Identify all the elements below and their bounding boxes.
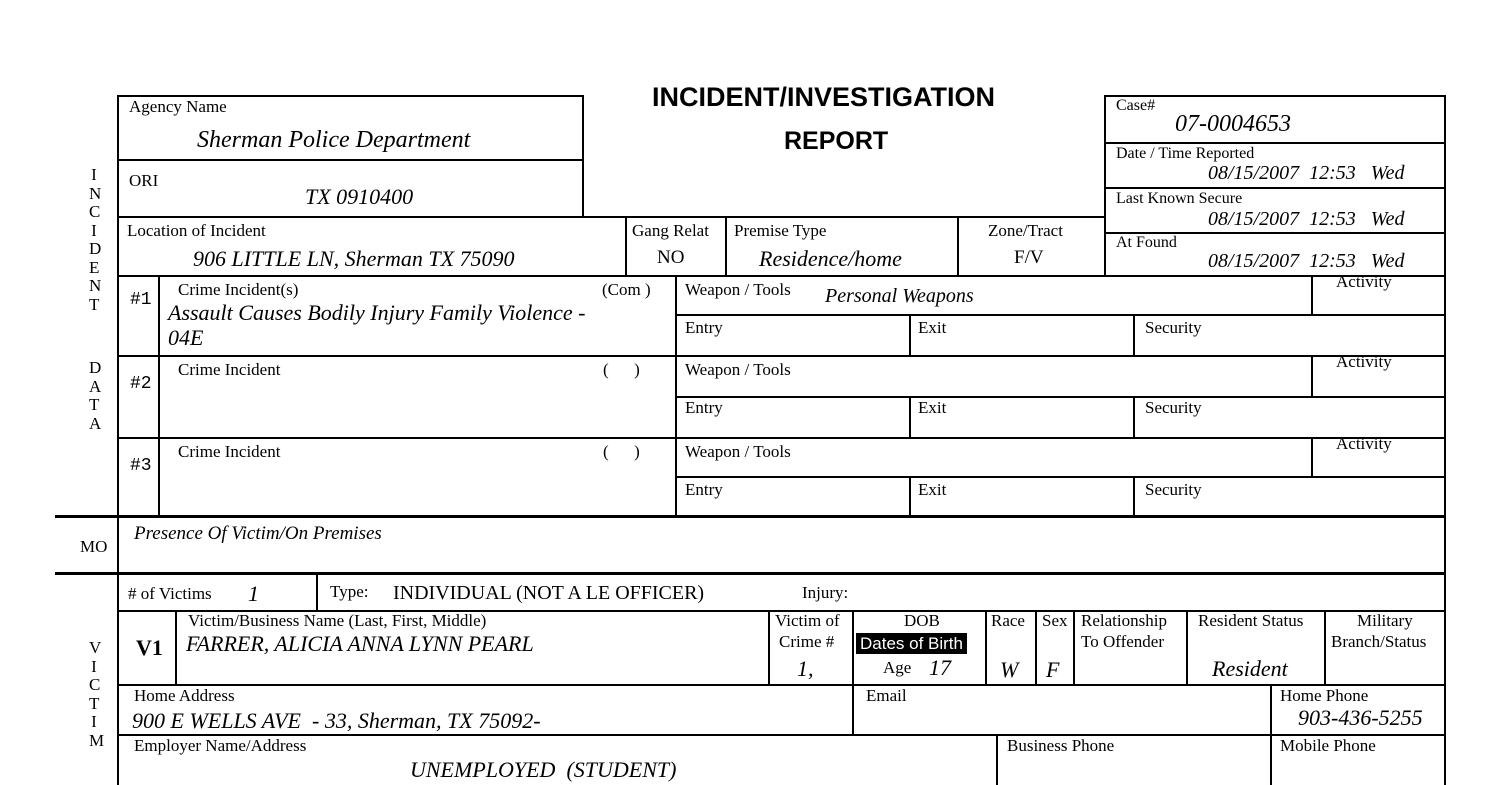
side-label-mo: MO: [80, 537, 108, 556]
rule-line: [957, 216, 959, 275]
activity-label: Activity: [1336, 352, 1392, 371]
rule-line: [768, 610, 770, 684]
age-value: 17: [929, 655, 951, 680]
crime-number: #1: [130, 290, 152, 310]
rule-line: [852, 684, 854, 734]
home-phone-label: Home Phone: [1280, 686, 1369, 705]
crime-category-paren: ( ): [603, 360, 640, 379]
rule-line: [852, 610, 854, 684]
age-label: Age: [883, 658, 912, 677]
crime-incident-value-2: 04E: [168, 325, 204, 350]
agency-name-value: Sherman Police Department: [197, 127, 471, 153]
dob-tooltip: Dates of Birth: [856, 633, 967, 654]
mobile-phone-label: Mobile Phone: [1280, 736, 1376, 755]
exit-label: Exit: [918, 398, 947, 417]
rule-line: [117, 355, 1445, 357]
injury-label: Injury:: [802, 583, 849, 602]
ori-value: TX 0910400: [305, 184, 414, 209]
security-label: Security: [1145, 398, 1202, 417]
rule-line: [1104, 95, 1106, 275]
rule-line: [1311, 437, 1313, 476]
case-number: 07-0004653: [1175, 111, 1291, 137]
victim-of-value: 1,: [797, 656, 814, 681]
rule-line: [175, 610, 177, 684]
sex-label: Sex: [1042, 611, 1068, 630]
rule-line: [117, 275, 1445, 277]
case-label: Case#: [1116, 97, 1156, 114]
rule-line: [117, 95, 119, 785]
weapon-tools-label: Weapon / Tools: [685, 360, 791, 379]
premise-label: Premise Type: [734, 221, 827, 240]
victim-type-value: INDIVIDUAL (NOT A LE OFFICER): [393, 582, 705, 604]
zone-label: Zone/Tract: [988, 221, 1063, 240]
victim-of-label: Victim of: [775, 611, 840, 630]
race-value: W: [1000, 657, 1019, 682]
rule-line: [725, 216, 727, 275]
at-found-value: 08/15/2007 12:53 Wed: [1208, 250, 1405, 272]
rule-line: [117, 734, 1445, 736]
side-label-victim: VICTIM: [89, 638, 105, 750]
rule-line: [625, 216, 627, 275]
rule-line: [1133, 396, 1135, 437]
rule-line: [1186, 610, 1188, 684]
rule-line: [1133, 314, 1135, 355]
rule-line: [1104, 187, 1445, 189]
last-secure-value: 08/15/2007 12:53 Wed: [1208, 208, 1405, 230]
crime-incident-label: Crime Incident: [178, 360, 281, 379]
crime-incident-value: Assault Causes Bodily Injury Family Violence -: [168, 300, 586, 325]
side-label-incident: INCIDENT: [89, 165, 102, 314]
employer-label: Employer Name/Address: [134, 736, 307, 755]
security-label: Security: [1145, 480, 1202, 499]
dob-label: DOB: [904, 611, 940, 630]
rule-line: [1035, 610, 1037, 684]
sex-value: F: [1046, 657, 1060, 682]
at-found-label: At Found: [1116, 234, 1177, 251]
military-label-2: Branch/Status: [1331, 632, 1427, 651]
rule-line: [675, 314, 1445, 316]
home-address-label: Home Address: [134, 686, 235, 705]
rule-line: [1104, 95, 1445, 97]
report-title-line2: REPORT: [784, 127, 889, 155]
crime-incident-label: Crime Incident: [178, 442, 281, 461]
resident-status-value: Resident: [1212, 656, 1288, 681]
rule-line: [117, 159, 582, 161]
victim-name-label: Victim/Business Name (Last, First, Middle): [188, 611, 487, 630]
premise-value: Residence/home: [759, 246, 902, 271]
weapon-tools-label: Weapon / Tools: [685, 442, 791, 461]
victim-name-value: FARRER, ALICIA ANNA LYNN PEARL: [186, 631, 534, 656]
agency-name-label: Agency Name: [129, 97, 227, 116]
last-secure-label: Last Known Secure: [1116, 190, 1243, 207]
home-address-value: 900 E WELLS AVE - 33, Sherman, TX 75092-: [132, 708, 541, 733]
rule-line: [55, 515, 1445, 518]
rule-line: [1324, 610, 1326, 684]
crime-number: #2: [130, 374, 152, 394]
crime-incident-label: Crime Incident(s): [178, 280, 299, 299]
employer-value: UNEMPLOYED (STUDENT): [410, 757, 677, 782]
entry-label: Entry: [685, 318, 723, 337]
rule-line: [117, 684, 1445, 686]
crime-category-paren: (Com ): [602, 280, 651, 299]
rule-line: [55, 572, 1445, 575]
gang-value: NO: [657, 247, 685, 268]
crime-number: #3: [130, 456, 152, 476]
weapon-tools-value: Personal Weapons: [825, 285, 974, 307]
victim-type-label: Type:: [330, 582, 369, 601]
location-label: Location of Incident: [127, 221, 266, 240]
weapon-tools-label: Weapon / Tools: [685, 280, 791, 299]
mo-value: Presence Of Victim/On Premises: [134, 523, 382, 544]
rule-line: [909, 396, 911, 437]
military-label: Military: [1357, 611, 1413, 630]
rule-line: [117, 216, 1104, 218]
report-title: INCIDENT/INVESTIGATION: [652, 82, 996, 112]
rule-line: [1133, 476, 1135, 516]
rule-line: [675, 396, 1445, 398]
home-phone-value: 903-436-5255: [1298, 705, 1423, 730]
resident-status-label: Resident Status: [1198, 611, 1304, 630]
rule-line: [1311, 275, 1313, 314]
rule-line: [117, 437, 1445, 439]
location-value: 906 LITTLE LN, Sherman TX 75090: [193, 246, 515, 271]
rule-line: [985, 610, 987, 684]
date-reported-value: 08/15/2007 12:53 Wed: [1208, 162, 1405, 184]
rule-line: [1104, 142, 1445, 144]
exit-label: Exit: [918, 480, 947, 499]
rule-line: [1270, 734, 1272, 785]
entry-label: Entry: [685, 398, 723, 417]
rule-line: [158, 275, 160, 516]
crime-category-paren: ( ): [603, 442, 640, 461]
rule-line: [909, 476, 911, 516]
rule-line: [909, 314, 911, 355]
activity-label: Activity: [1336, 272, 1392, 291]
side-label-data: DATA: [89, 358, 102, 433]
relationship-label: Relationship: [1081, 611, 1167, 630]
victim-of-label-2: Crime #: [779, 632, 835, 651]
security-label: Security: [1145, 318, 1202, 337]
rule-line: [675, 476, 1445, 478]
rule-line: [1073, 610, 1075, 684]
gang-label: Gang Relat: [632, 221, 709, 240]
rule-line: [1270, 684, 1272, 734]
date-reported-label: Date / Time Reported: [1116, 145, 1255, 162]
business-phone-label: Business Phone: [1007, 736, 1115, 755]
rule-line: [316, 573, 318, 610]
ori-label: ORI: [129, 171, 159, 190]
exit-label: Exit: [918, 318, 947, 337]
victim-count-label: # of Victims: [128, 584, 212, 603]
rule-line: [996, 734, 998, 785]
entry-label: Entry: [685, 480, 723, 499]
victim-id: V1: [136, 635, 163, 660]
activity-label: Activity: [1336, 434, 1392, 453]
rule-line: [1444, 95, 1446, 785]
rule-line: [582, 95, 584, 216]
email-label: Email: [866, 686, 907, 705]
race-label: Race: [991, 611, 1025, 630]
victim-count-value: 1: [248, 581, 259, 606]
relationship-label-2: To Offender: [1081, 632, 1164, 651]
zone-value: F/V: [1014, 247, 1044, 268]
rule-line: [1311, 355, 1313, 396]
